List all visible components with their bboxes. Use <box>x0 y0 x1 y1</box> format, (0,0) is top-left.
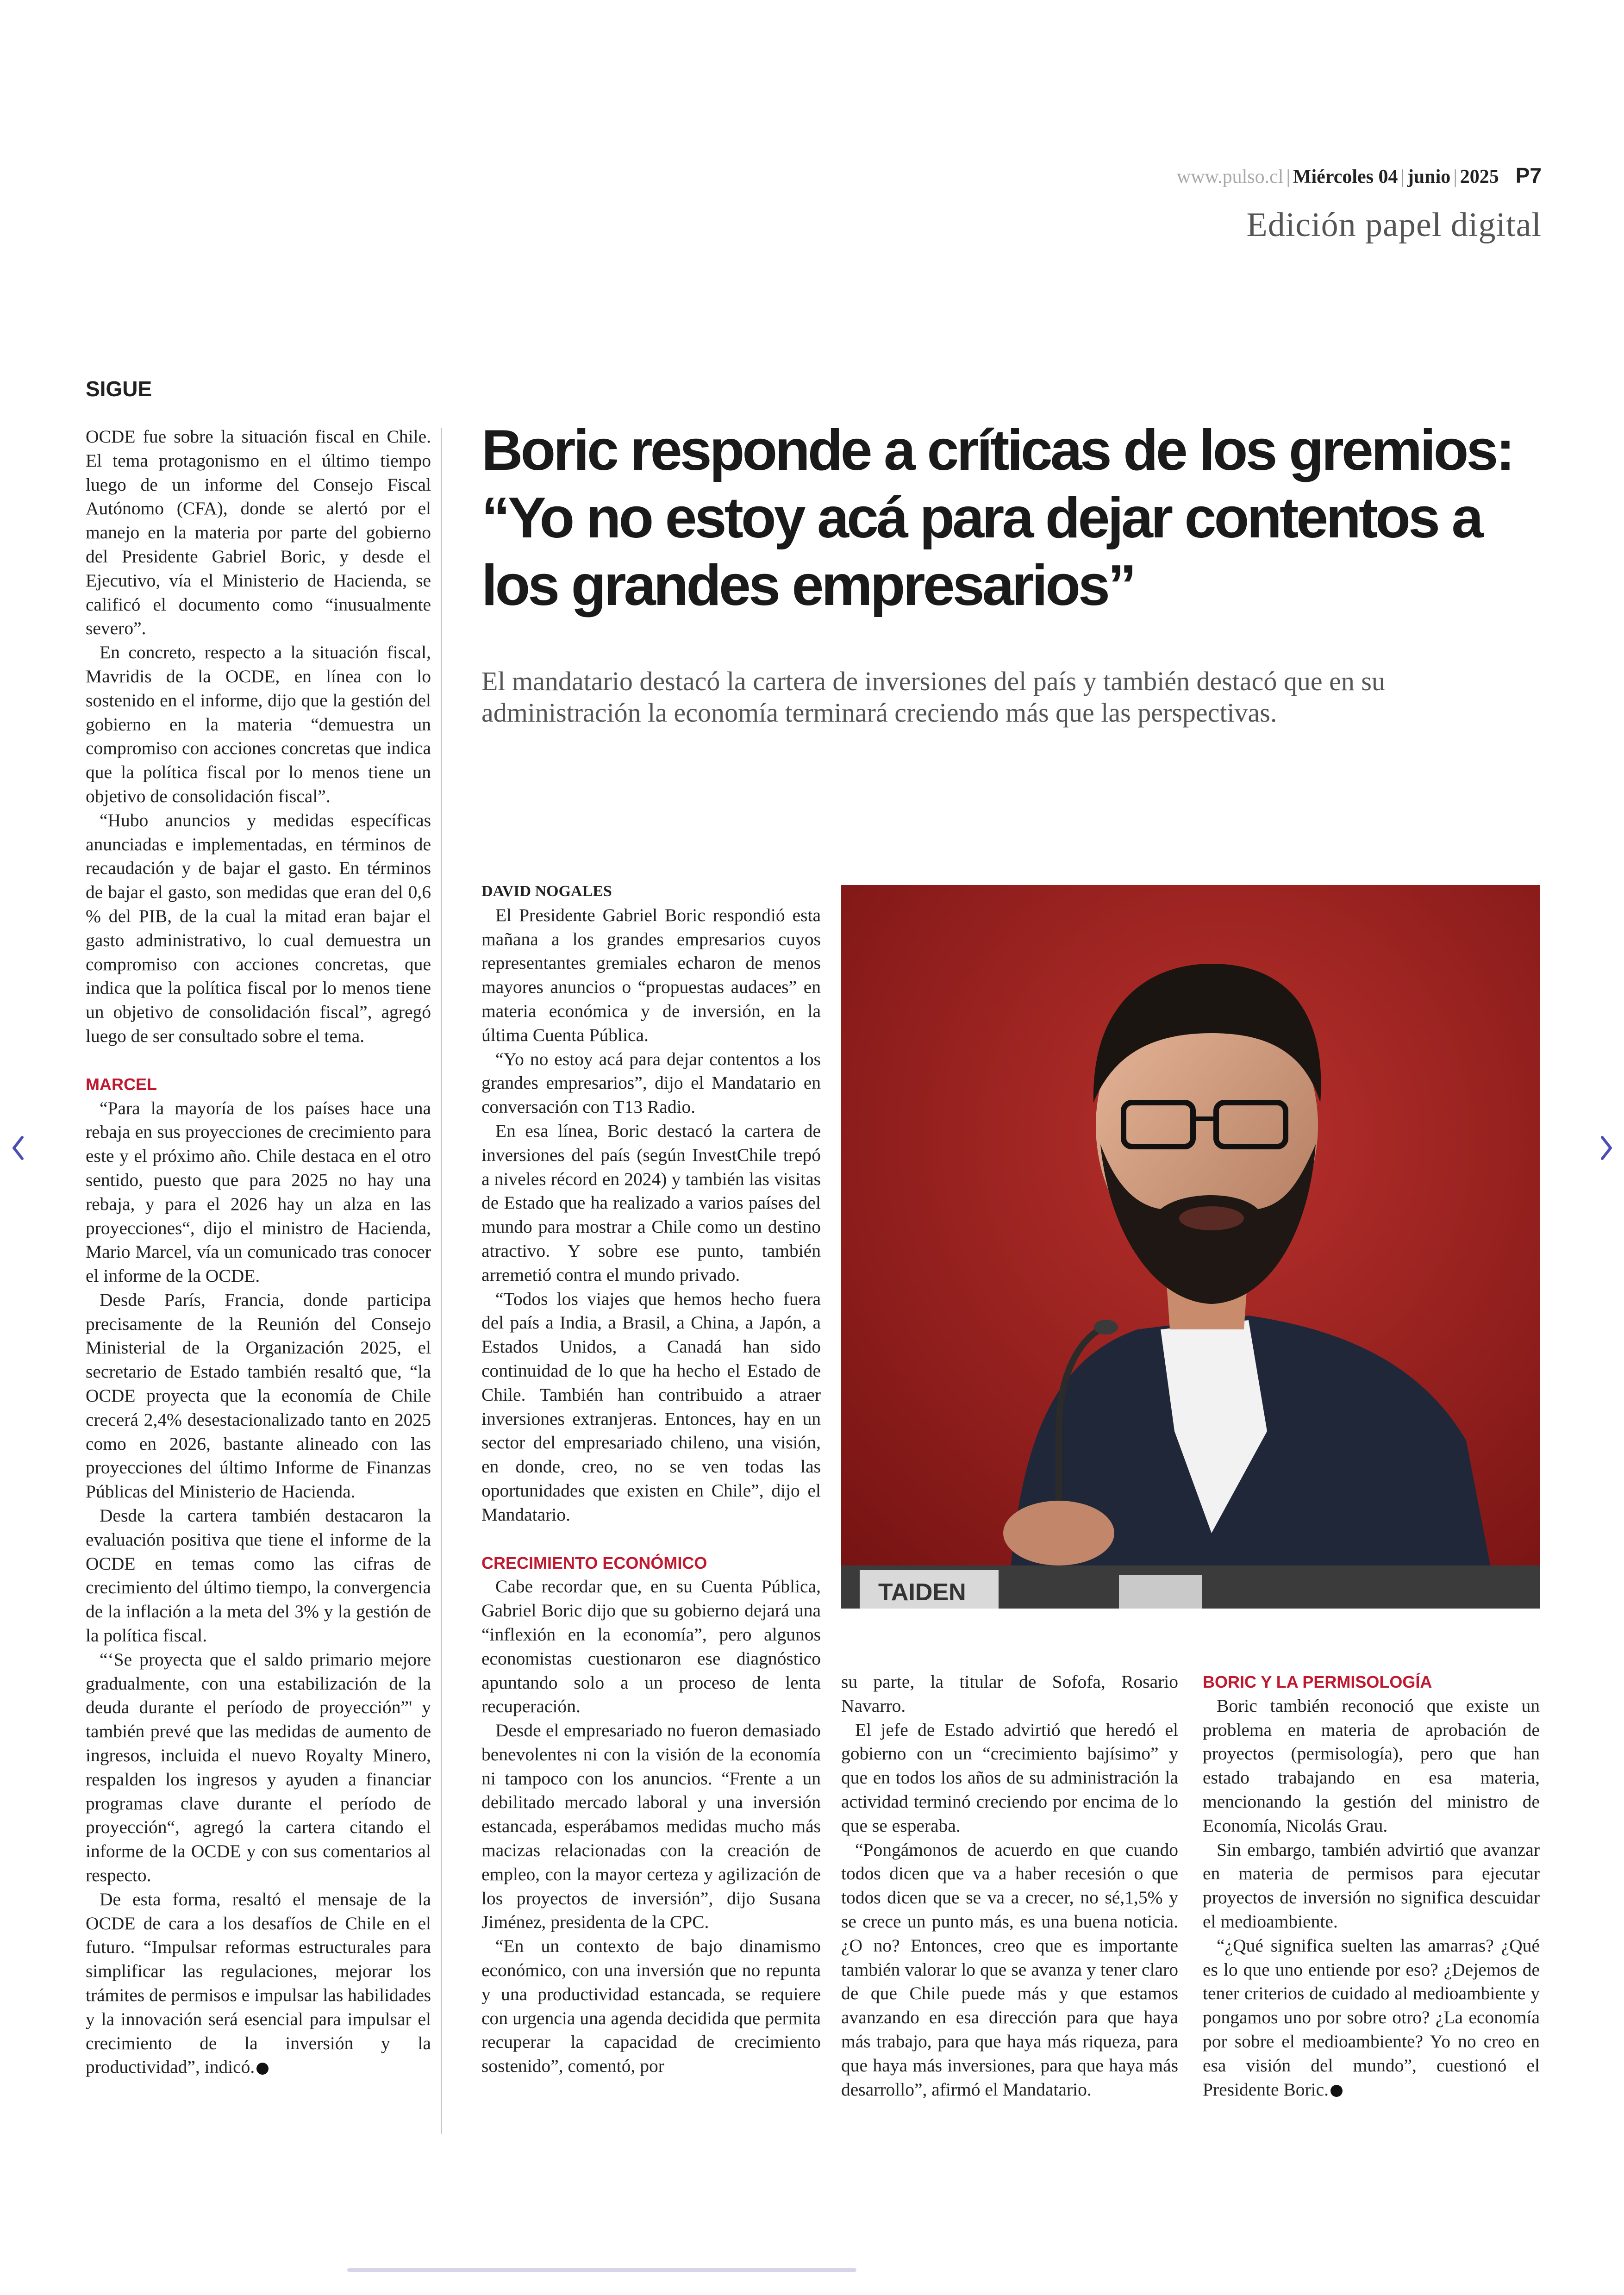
site-url[interactable]: www.pulso.cl <box>1176 166 1284 187</box>
article-photo <box>841 885 1540 1609</box>
kicker-crecimiento: CRECIMIENTO ECONÓMICO <box>481 1553 707 1572</box>
paragraph: “Yo no estoy acá para dejar contentos a los grandes empresarios”, dijo el Mandatario en conversación con T13 Radio. <box>481 1048 821 1117</box>
issue-month: junio <box>1407 166 1451 187</box>
issue-year: 2025 <box>1460 166 1499 187</box>
paragraph: “Todos los viajes que hemos hecho fuera del país a India, a Brasil, a China, a Japón, a Estados Unidos, a Canadá han sido continuidad de lo que ha hecho el Estado de Chile. También han contribuido a atraer inversiones extranjeras. Entonces, hay en un sector del empresariado chileno, una visión, en donde, creo, no se ven todas las oportunidades que existen en Chile”, dijo el Mandatario. <box>481 1288 821 1525</box>
paragraph: En concreto, respecto a la situación fiscal, Mavridis de la OCDE, en línea con lo sostenido en el informe, dijo que la gestión del gobierno en la materia “demuestra un compromiso con acciones concretas que indica que la política fiscal por lo menos tiene un objetivo de consolidación fiscal”. <box>86 642 431 806</box>
edition-label: Edición papel digital <box>1246 206 1542 244</box>
paragraph-text: “¿Qué significa suelten las amarras? ¿Qué es lo que uno entiende por eso? ¿Dejemos de tener criterios de cuidado al medioambiente y pongamos uno por sobre otro? ¿La economía por sobre el medioambiente? Yo no creo en esa visión del mundo”, cuestionó el Presidente Boric. <box>1203 1935 1540 2100</box>
headline: Boric responde a críticas de los gremios: “Yo no estoy acá para dejar contentos a los grandes empresarios” <box>481 418 1513 617</box>
issue-day: Miércoles 04 <box>1293 166 1398 187</box>
paragraph: “Para la mayoría de los países hace una rebaja en sus proyecciones de crecimiento para este y el próximo año. Chile destaca en el otro sentido, puesto que para 2025 no hay una rebaja, y para el 2026 hay un alza en las proyecciones“, dijo el ministro de Hacienda, Mario Marcel, vía un comunicado tras conocer el informe de la OCDE. <box>86 1098 431 1286</box>
masthead: www.pulso.cl | Miércoles 04 | junio | 2025 P7 <box>1176 163 1542 187</box>
column-divider <box>441 428 442 2134</box>
paragraph: Cabe recordar que, en su Cuenta Pública, Gabriel Boric dijo que su gobierno dejará una “inflexión en la economía”, pero algunos economistas cuestionaron ese diagnóstico apuntando solo a un proceso de lenta recuperación. <box>481 1576 821 1717</box>
continuation-column <box>86 425 431 2079</box>
article-column-4 <box>1203 1670 1540 2102</box>
article-column-1 <box>481 879 821 2078</box>
horizontal-scrollbar[interactable] <box>347 2268 856 2272</box>
paragraph <box>1203 1934 1540 2102</box>
paragraph: su parte, la titular de Sofofa, Rosario Navarro. <box>841 1671 1178 1716</box>
paragraph: El Presidente Gabriel Boric respondió esta mañana a los grandes empresarios cuyos representantes gremiales echaron de menos mayores anuncios o “propuestas audaces” en materia económica y de inversión, en la última Cuenta Pública. <box>481 904 821 1045</box>
paragraph: “‘Se proyecta que el saldo primario mejore gradualmente, con una estabilización de la deuda durante el período de proyección”' y también prevé que las medidas de aumento de ingresos, incluida el nuevo Royalty Minero, respalden los ingresos y ayuden a financiar programas clave durante el período de proyección“, agregó la cartera citando el informe de la OCDE y con sus comentarios al respecto. <box>86 1649 431 1886</box>
previous-page-button[interactable] <box>6 1129 30 1166</box>
deck: El mandatario destacó la cartera de inversiones del país y también destacó que en su administración la economía terminará creciendo más que las perspectivas. <box>481 666 1385 728</box>
paragraph-text: De esta forma, resaltó el mensaje de la OCDE de cara a los desafíos de Chile en el futuro. “Impulsar reformas estructurales para simplificar las regulaciones, mejorar los trámites de permisos e impulsar las habilidades y la innovación será esencial para impulsar el crecimiento de la inversión y la productividad”, indicó. <box>86 1889 431 2077</box>
kicker-permisologia: BORIC Y LA PERMISOLOGÍA <box>1203 1672 1432 1691</box>
chevron-right-icon <box>1599 1135 1613 1160</box>
paragraph: “Pongámonos de acuerdo en que cuando todos dicen que va a haber recesión o que todos dicen que se va a crecer, no sé,1,5% y se crece un punto más, es una buena noticia. ¿O no? Entonces, creo que es importante también valorar lo que se avanza y tener claro de que Chile puede más y que estamos avanzando en esa dirección para que haya más trabajo, para que haya más riqueza, para que haya más inversiones, para que haya más desarrollo”, afirmó el Mandatario. <box>841 1839 1178 2100</box>
byline: DAVID NOGALES <box>481 883 612 900</box>
paragraph: Desde la cartera también destacaron la evaluación positiva que tiene el informe de la OCDE en temas como las cifras de crecimiento del último tiempo, la convergencia de la inflación a la meta del 3% y la gestión de la política fiscal. <box>86 1505 431 1646</box>
paragraph: El jefe de Estado advirtió que heredó el gobierno con un “crecimiento bajísimo” y que en todos los años de su administración la actividad terminó creciendo por encima de lo que se esperaba. <box>841 1719 1178 1836</box>
end-mark-icon: P <box>256 2063 269 2075</box>
end-mark-icon: P <box>1330 2085 1343 2097</box>
chevron-left-icon <box>11 1135 25 1160</box>
paragraph: Desde París, Francia, donde participa precisamente de la Reunión del Consejo Ministerial de la Organización 2025, el secretario de Estado también resaltó que, “la OCDE proyecta que la economía de Chile crecerá 2,4% desestacionalizado tanto en 2025 como en 2026, bastante alineado con las proyecciones del último Informe de Finanzas Públicas del Ministerio de Hacienda. <box>86 1289 431 1502</box>
section-label-sigue: SIGUE <box>86 377 152 401</box>
paragraph: “En un contexto de bajo dinamismo económico, con una inversión que no repunta y una productividad estancada, se requiere con urgencia una agenda decidida que permita recuperar la capacidad de crecimiento sostenido”, comentó, por <box>481 1936 821 2077</box>
paragraph: Boric también reconoció que existe un problema en materia de aprobación de proyectos (permisología), pero que han estado trabajando en esa materia, mencionando la gestión del ministro de Economía, Nicolás Grau. <box>1203 1695 1540 1836</box>
photo-illustration <box>841 885 1540 1609</box>
paragraph: Sin embargo, también advirtió que avanzar en materia de permisos para ejecutar proyectos de inversión no significa descuidar el medioambiente. <box>1203 1839 1540 1932</box>
kicker-marcel: MARCEL <box>86 1074 157 1094</box>
page-number: P7 <box>1515 163 1542 187</box>
paragraph: Desde el empresariado no fueron demasiado benevolentes ni con la visión de la economía ni tampoco con los anuncios. “Frente a un debilitado mercado laboral y una inversión estancada, esperábamos medidas mucho más macizas relacionadas con la creación de empleo, con la mayor certeza y agilización de los proyectos de inversión”, dijo Susana Jiménez, presidenta de la CPC. <box>481 1720 821 1933</box>
next-page-button[interactable] <box>1595 1129 1618 1166</box>
paragraph: En esa línea, Boric destacó la cartera de inversiones del país (según InvestChile trepó a niveles récord en 2024) y también las visitas de Estado que ha realizado a varios países del mundo para mostrar a Chile como un destino atractivo. Y sobre ese punto, también arremetió contra el mundo privado. <box>481 1120 821 1285</box>
paragraph: “Hubo anuncios y medidas específicas anunciadas e implementadas, en términos de recaudación y de bajar el gasto. En términos de bajar el gasto, son medidas que eran del 0,6 % del PIB, de la cual la mitad eran bajar el gasto administrativo, lo cual demuestra un compromiso con acciones concretas, que indica que la política fiscal por lo menos tiene un objetivo de consolidación fiscal”, agregó luego de ser consultado sobre el tema. <box>86 810 431 1046</box>
article-column-3 <box>841 1670 1178 2102</box>
paragraph <box>86 1888 431 2079</box>
taiden-label: TAIDEN <box>878 1579 966 1606</box>
paragraph: OCDE fue sobre la situación fiscal en Chile. El tema protagonismo en el último tiempo luego de un informe del Consejo Fiscal Autónomo (CFA), donde se alertó por el manejo en la materia por parte del gobierno del Presidente Gabriel Boric, y desde el Ejecutivo, vía el Ministerio de Hacienda, se calificó el documento como “inusualmente severo”. <box>86 426 431 639</box>
